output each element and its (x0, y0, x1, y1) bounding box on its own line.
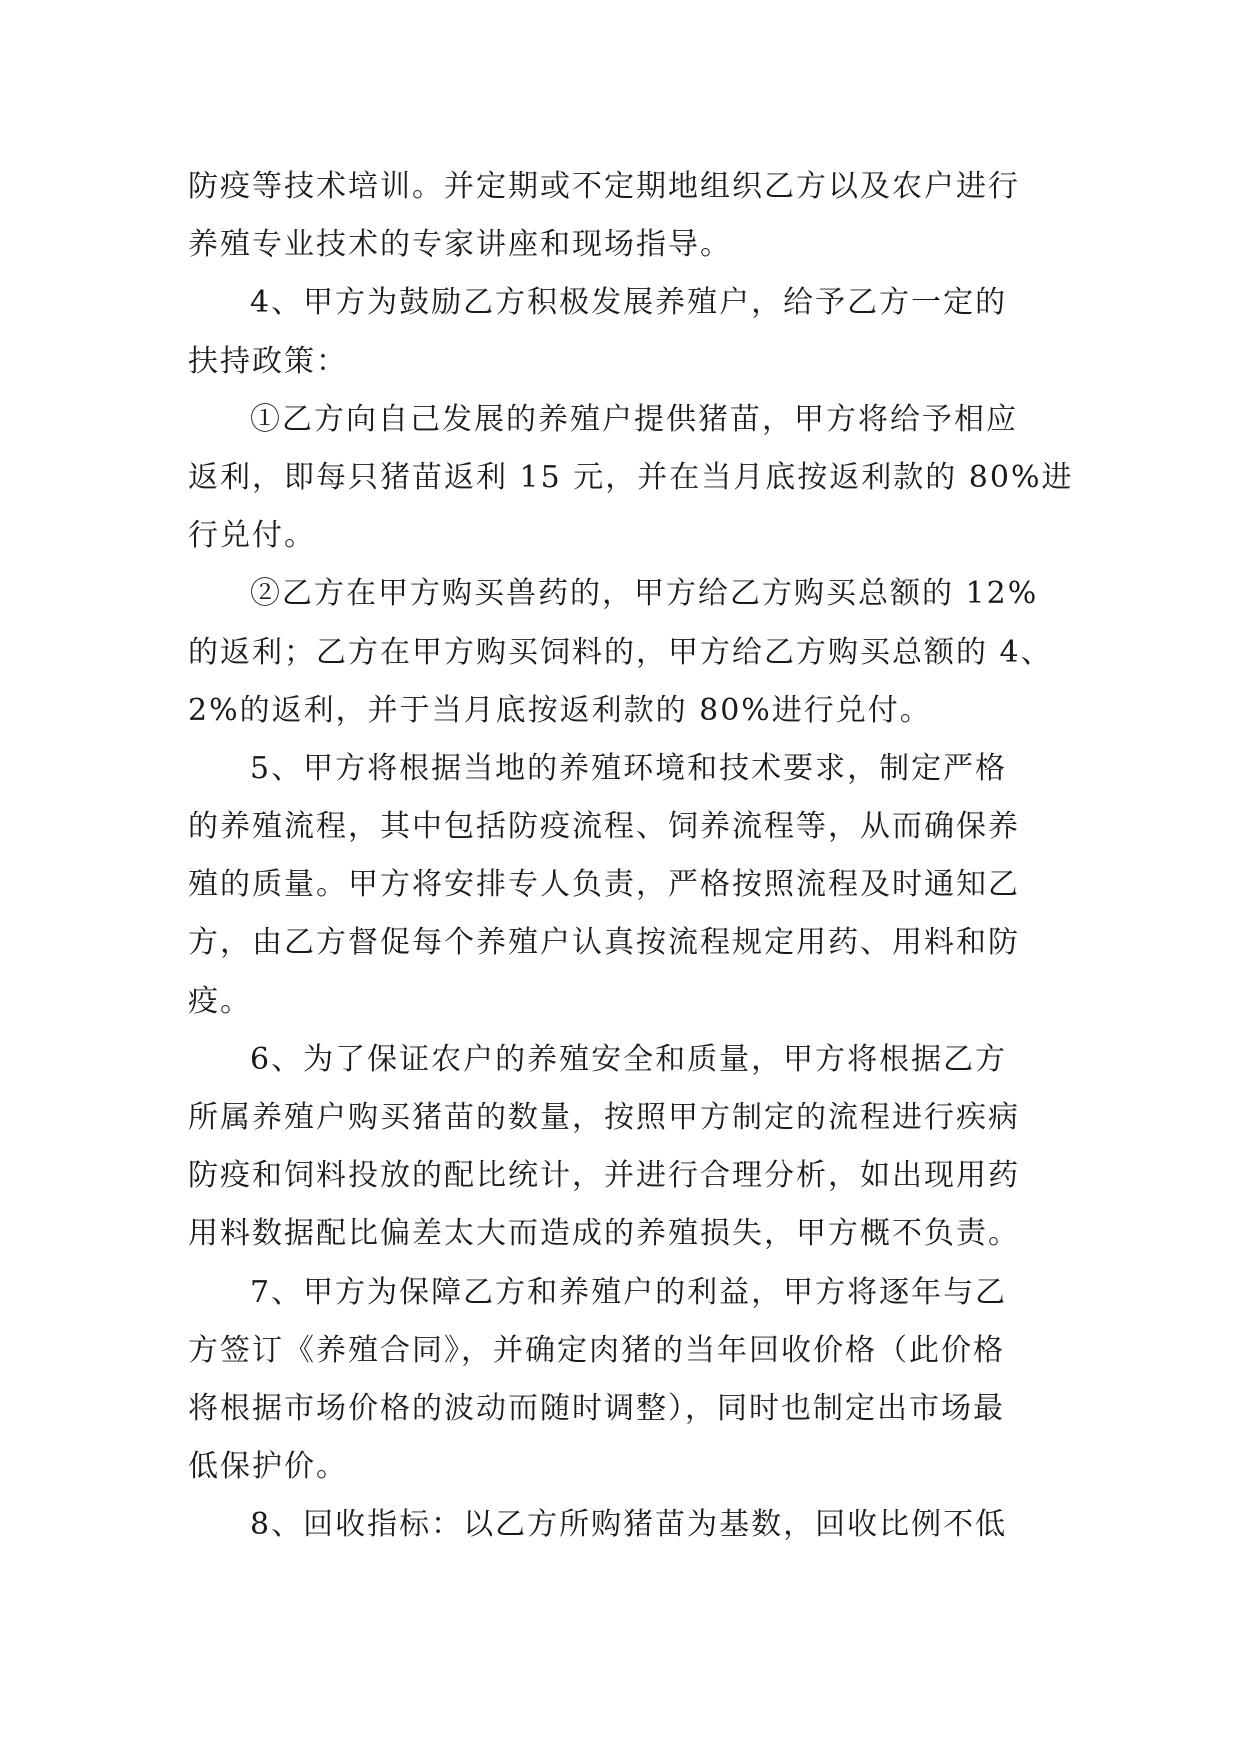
paragraph-start-line: ②乙方在甲方购买兽药的，甲方给乙方购买总额的 12% (250, 576, 1039, 612)
paragraph-start-line: ①乙方向自己发展的养殖户提供猪苗，甲方将给予相应 (250, 401, 1018, 437)
text-line: 低保护价。 (188, 1449, 348, 1485)
paragraph-start-line: 7、甲方为保障乙方和养殖户的利益，甲方将逐年与乙 (250, 1274, 1008, 1310)
text-line: 所属养殖户购买猪苗的数量，按照甲方制定的流程进行疾病 (188, 1100, 1020, 1135)
text-line: 养殖专业技术的专家讲座和现场指导。 (188, 227, 732, 263)
paragraph-start-line: 5、甲方将根据当地的养殖环境和技术要求，制定严格 (250, 750, 1008, 786)
paragraph-start-line: 6、为了保证农户的养殖安全和质量，甲方将根据乙方 (250, 1041, 1008, 1077)
document-body (188, 158, 1074, 1555)
text-line: 防疫和饲料投放的配比统计，并进行合理分析，如出现用药 (188, 1158, 1020, 1194)
text-line: 用料数据配比偏差太大而造成的养殖损失，甲方概不负责。 (188, 1216, 1020, 1252)
text-line: 扶持政策： (188, 343, 348, 379)
text-line: 方，由乙方督促每个养殖户认真按流程规定用药、用料和防 (188, 925, 1020, 961)
text-line: 疫。 (188, 983, 252, 1019)
text-line: 将根据市场价格的波动而随时调整），同时也制定出市场最 (188, 1390, 1005, 1426)
text-line: 的养殖流程，其中包括防疫流程、饲养流程等，从而确保养 (188, 809, 1020, 845)
text-line: 殖的质量。甲方将安排专人负责，严格按照流程及时通知乙 (188, 867, 1020, 903)
text-line: 方签订《养殖合同》，并确定肉猪的当年回收价格（此价格 (188, 1332, 1005, 1368)
paragraph-start-line: 4、甲方为鼓励乙方积极发展养殖户，给予乙方一定的 (250, 285, 1008, 321)
text-line: 返利，即每只猪苗返利 15 元，并在当月底按返利款的 80%进 (188, 459, 1074, 495)
text-line: 行兑付。 (188, 518, 316, 554)
text-line: 2%的返利，并于当月底按返利款的 80%进行兑付。 (188, 692, 932, 728)
text-line: 防疫等技术培训。并定期或不定期地组织乙方以及农户进行 (188, 169, 1020, 204)
paragraph-start-line: 8、回收指标：以乙方所购猪苗为基数，回收比例不低 (250, 1507, 1008, 1543)
text-line: 的返利；乙方在甲方购买饲料的，甲方给乙方购买总额的 4、 (188, 634, 1053, 670)
